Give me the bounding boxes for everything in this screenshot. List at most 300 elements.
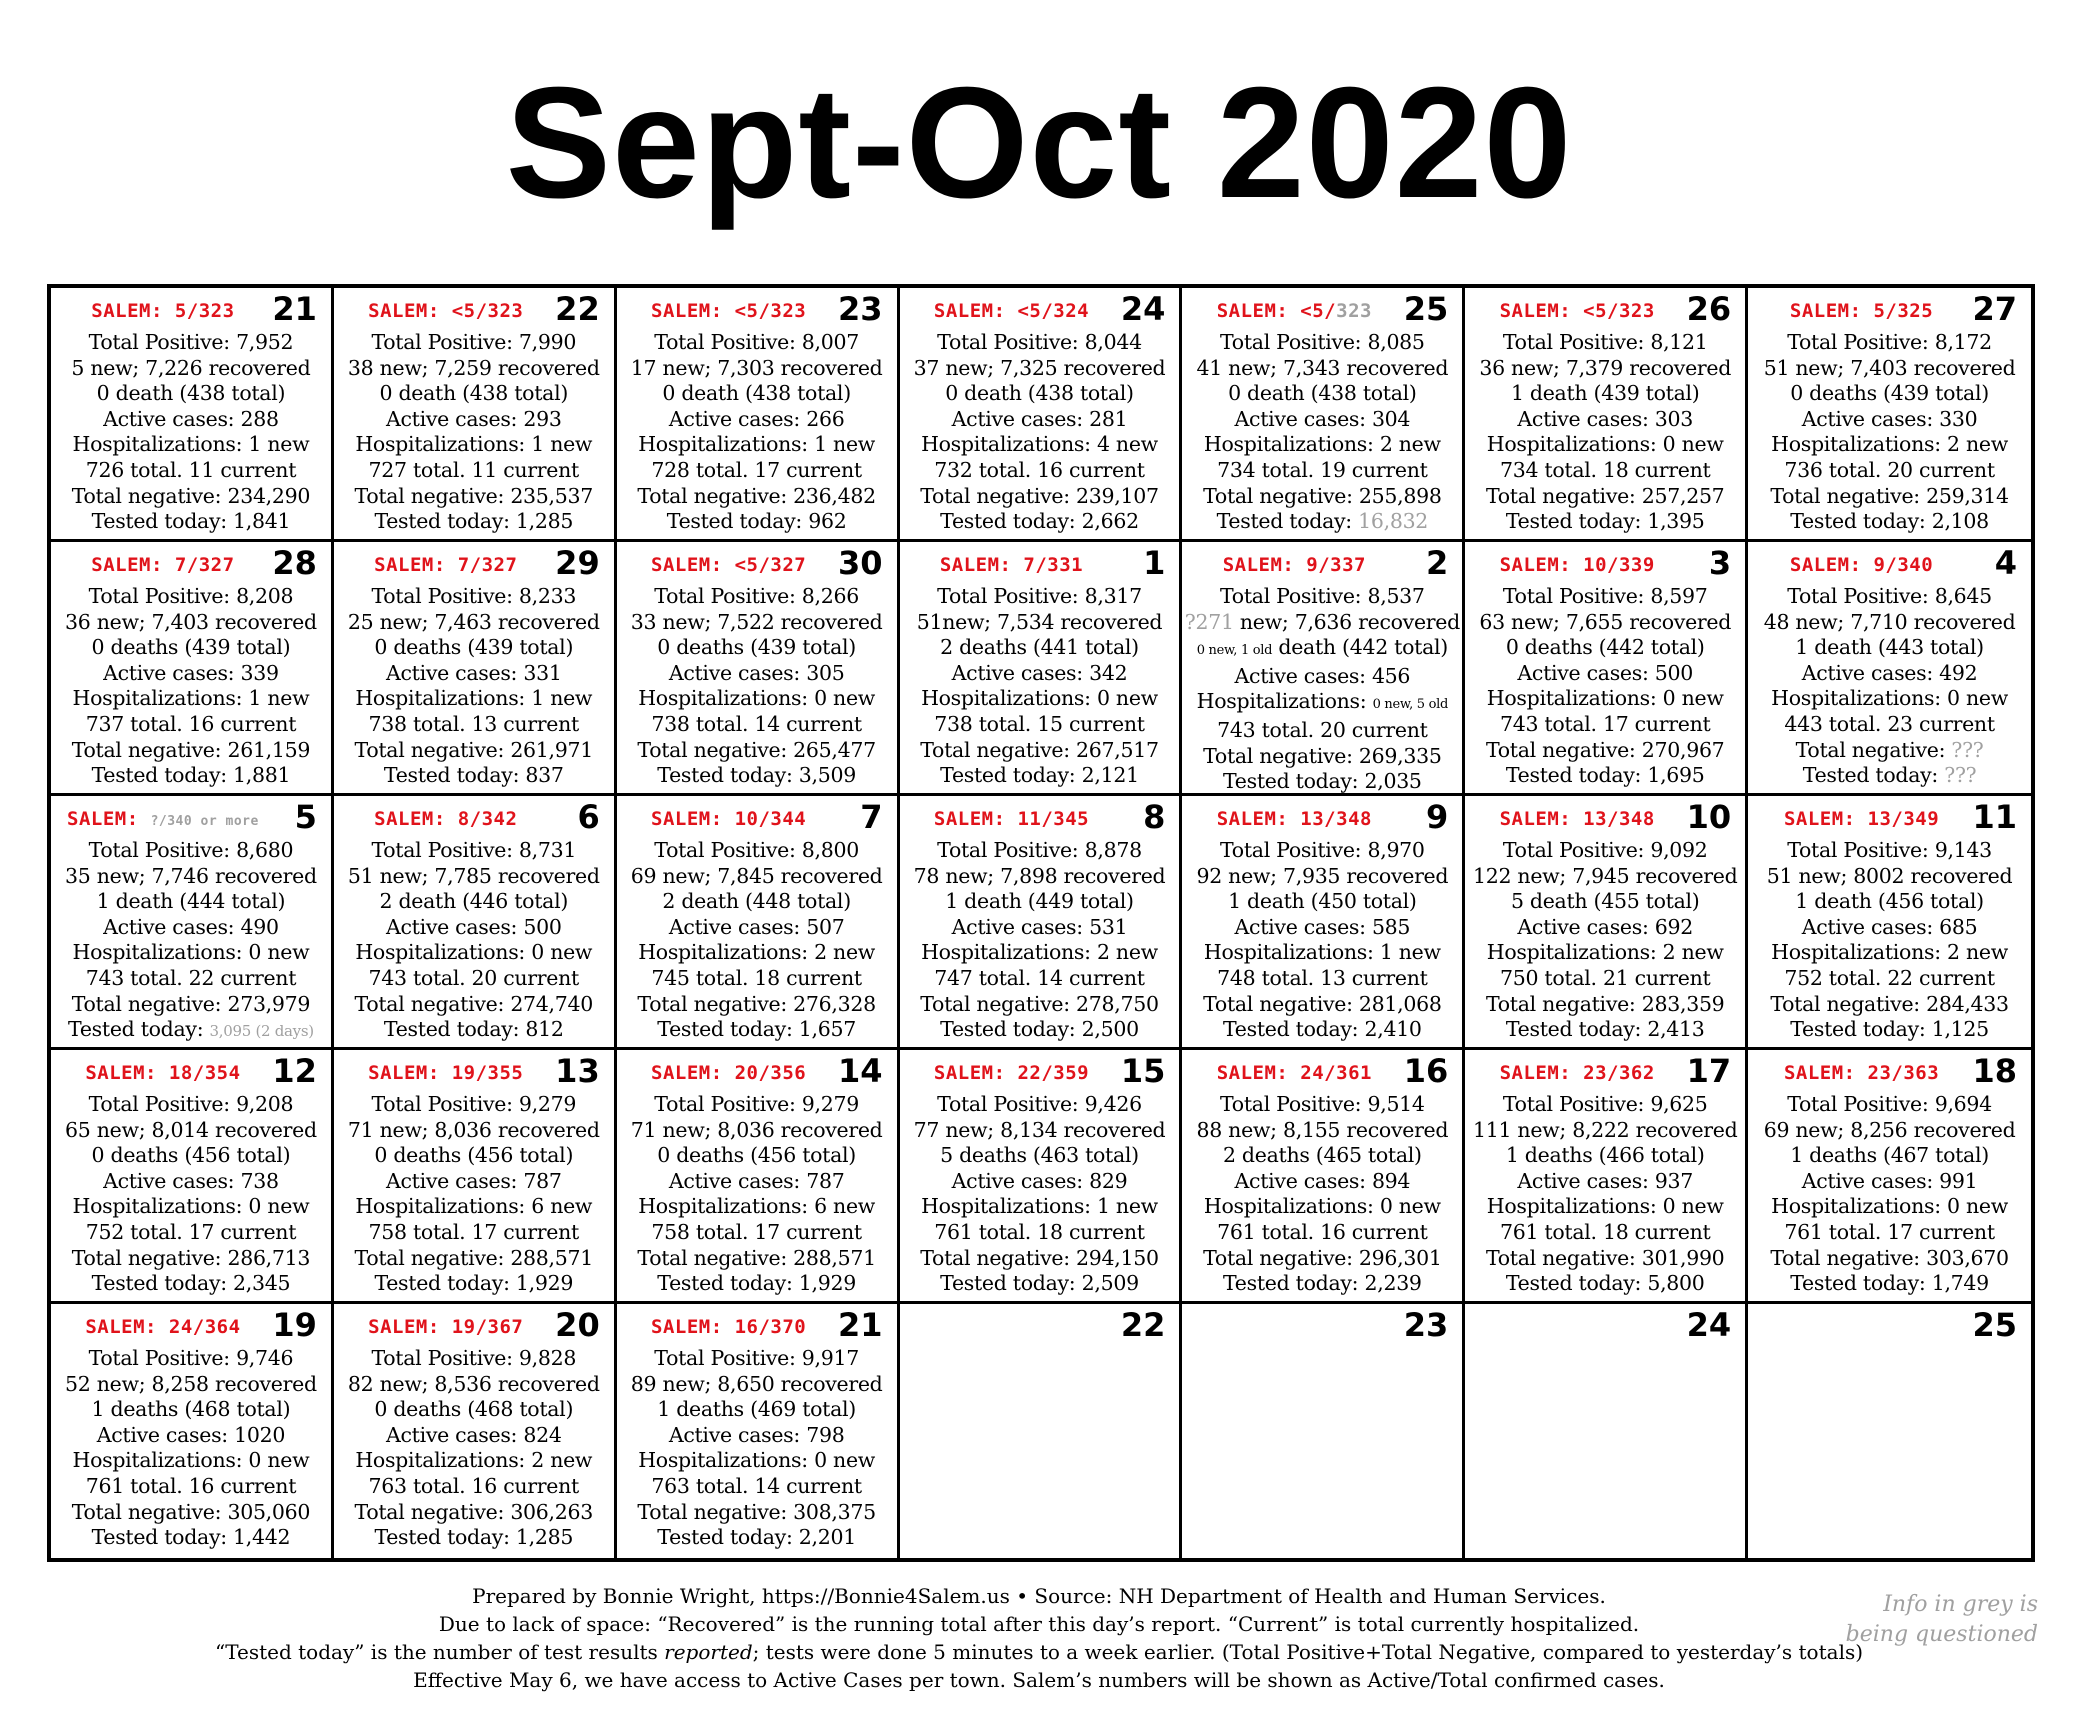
day-number: 28 [272,544,317,582]
stat-line [1465,1194,1745,1220]
stat-line [1182,1143,1462,1169]
stat-line [51,584,331,610]
stat-text: Total Positive: 9,917 [654,1346,859,1370]
stat-line [51,1220,331,1246]
day-cell [1182,288,1465,542]
stat-text: Tested today: 1,442 [91,1525,291,1550]
stat-line [1182,889,1462,915]
stat-line [51,1346,331,1372]
stat-text: Hospitalizations: 0 new [638,1448,876,1473]
stat-text: Total Positive: 8,085 [1220,330,1425,354]
stat-line [1182,432,1462,458]
stat-line [617,1194,897,1220]
day-cell-header [334,1304,614,1346]
stat-text: 2 deaths (441 total) [940,635,1139,660]
day-number: 18 [1972,1052,2017,1090]
day-number: 24 [1120,290,1166,328]
stat-line [334,1448,614,1474]
stat-text: Total Positive: 9,514 [1220,1092,1425,1116]
stat-text: 1 death (439 total) [1510,381,1700,406]
stat-text: Total negative: 303,670 [1770,1245,2009,1270]
day-number: 23 [838,290,883,328]
stat-line [1748,966,2031,992]
salem-cases-text: SALEM: 8/342 [374,808,518,830]
salem-cases [51,1316,275,1338]
salem-cases [900,1062,1124,1084]
salem-cases-text: SALEM: 5/325 [1789,300,1934,322]
stat-line [1748,1118,2031,1144]
day-cell [900,1050,1183,1304]
stat-text: Hospitalizations: 0 new [638,686,876,711]
salem-cases-text: SALEM: 16/370 [651,1316,807,1338]
stat-questioned: 16,832 [1358,509,1429,534]
stat-text: 752 total. 22 current [1784,965,1995,990]
stat-text: Total negative: 274,740 [354,991,593,1016]
stat-line [617,407,897,433]
stat-line [617,1092,897,1118]
stat-text: Total Positive: 8,266 [654,584,859,608]
stat-line [1465,1017,1745,1043]
stat-text: 77 new; 8,134 recovered [913,1117,1166,1142]
stat-text: 0 deaths (468 total) [374,1397,574,1422]
day-cell-header [617,542,897,584]
stat-text: 758 total. 17 current [651,1219,862,1244]
stat-text: Total negative: 255,898 [1203,483,1442,508]
stat-line [617,738,897,764]
stat-text: 33 new; 7,522 recovered [630,609,883,634]
stat-text: 25 new; 7,463 recovered [347,609,600,634]
stat-text: Active cases: 894 [1234,1168,1411,1193]
day-cell [617,796,900,1050]
stat-line [1465,992,1745,1018]
stat-line [900,1220,1180,1246]
stat-line [1465,864,1745,890]
stat-line [617,992,897,1018]
stat-line [617,1169,897,1195]
day-number: 30 [838,544,883,582]
stat-text: 69 new; 7,845 recovered [630,863,883,888]
stat-text: 65 new; 8,014 recovered [65,1117,317,1142]
stat-text: Total Positive: 9,279 [654,1092,859,1116]
stat-line [1748,915,2031,941]
stat-text: Active cases: 266 [668,406,845,431]
stat-line [1465,356,1745,382]
stat-text: Total negative: 236,482 [637,483,876,508]
stat-text: 0 deaths (439 total) [657,635,856,660]
stat-line [51,432,331,458]
stat-text: Hospitalizations: 0 new [1486,686,1724,711]
salem-cases-questioned: 323 [1336,300,1372,322]
stat-text: 738 total. 15 current [934,711,1145,736]
stat-line [617,356,897,382]
stat-text: Active cases: 824 [385,1422,562,1447]
day-number: 19 [272,1306,317,1344]
stat-line [334,381,614,407]
stat-text: 88 new; 8,155 recovered [1196,1117,1449,1142]
day-number: 9 [1426,798,1449,836]
salem-cases-text: SALEM: <5/327 [651,554,807,576]
stat-text: 37 new; 7,325 recovered [913,355,1166,380]
stat-text: Total Positive: 7,952 [88,330,294,354]
stat-text: Hospitalizations: 1 new [638,432,876,457]
stat-line [1465,838,1745,864]
stat-line [1182,1092,1462,1118]
day-cell-header [1182,288,1462,330]
stat-line [51,1372,331,1398]
salem-cases [51,300,275,322]
stat-text: 5 new; 7,226 recovered [71,355,311,380]
stat-text: 743 total. 22 current [85,965,297,990]
salem-cases-text: SALEM: 9/337 [1222,554,1366,576]
stat-text: Active cases: 738 [103,1168,279,1193]
stat-questioned: ??? [1951,737,1984,762]
stat-line [617,1423,897,1449]
stat-line [1748,889,2031,915]
stat-text: 748 total. 13 current [1217,965,1428,990]
stat-text: 69 new; 8,256 recovered [1763,1117,2016,1142]
stat-text: 71 new; 8,036 recovered [347,1117,600,1142]
stat-text: Tested today: 837 [383,763,564,788]
stat-line [334,635,614,661]
stat-line [51,610,331,636]
stat-text: 2 death (446 total) [379,889,569,914]
stat-text: Total negative: 239,107 [920,483,1159,508]
day-cell [51,288,334,542]
stat-line [51,1448,331,1474]
stat-text: Tested today: 2,121 [940,763,1139,788]
stat-text: Hospitalizations: 0 new [1486,432,1724,457]
stat-line: Total negative: 269,335 [1203,743,1442,768]
day-cell-header [900,288,1180,330]
stat-text: Tested today: 2,201 [657,1525,856,1550]
stat-text: 734 total. 18 current [1499,457,1711,482]
stat-line [900,509,1180,535]
stat-line [334,1372,614,1398]
stat-line [51,1397,331,1423]
stat-line [900,966,1180,992]
salem-cases-text: SALEM: <5/323 [651,300,807,322]
stat-line [51,1271,331,1297]
day-cell [334,288,617,542]
day-cell-header [1182,1304,1462,1346]
stat-text: Tested today: 962 [666,509,847,534]
stat-questioned: 3,095 (2 days) [209,1022,314,1041]
stat-text: Active cases: 798 [668,1422,845,1447]
stat-line [334,610,614,636]
stat-line [334,432,614,458]
day-number: 25 [1972,1306,2017,1344]
stat-text: Total Positive: 8,878 [937,838,1142,862]
stat-line [1748,407,2031,433]
salem-cases [334,1316,558,1338]
stat-text: Active cases: 991 [1801,1168,1978,1193]
day-number: 21 [838,1306,883,1344]
stat-line [334,1525,614,1551]
salem-cases-questioned: ?/340 or more [150,814,259,829]
salem-cases-text: SALEM: 13/348 [1216,808,1372,830]
stat-line [617,1525,897,1551]
day-number: 10 [1686,798,1732,836]
footer-note-tested-em: reported [664,1640,753,1664]
stat-text: Total Positive: 8,800 [654,838,859,862]
stat-line: Tested today: 2,035 [1223,769,1422,794]
salem-cases-text: SALEM: 13/349 [1783,808,1940,830]
salem-cases [51,554,275,576]
stat-text: Tested today: 812 [383,1017,564,1042]
stat-line [617,661,897,687]
grey-info-note-line: being questioned [1845,1622,2038,1647]
stat-line [900,864,1180,890]
stat-text: 89 new; 8,650 recovered [630,1371,883,1396]
salem-cases [334,554,558,576]
stat-line [900,484,1180,510]
stat-line [1465,915,1745,941]
day-cell [900,1304,1183,1558]
stat-text: 747 total. 14 current [934,965,1145,990]
stat-line [1748,509,2031,535]
salem-cases-text: SALEM: 13/348 [1499,808,1655,830]
day-number: 21 [272,290,317,328]
salem-cases [1182,300,1406,322]
stat-text: Hospitalizations: 2 new [355,1448,593,1473]
stat-line [617,1017,897,1043]
stat-text: Active cases: 331 [385,660,562,685]
stat-text: 763 total. 16 current [368,1473,579,1498]
stat-line [900,330,1180,356]
stat-text: Tested today: 1,929 [374,1271,574,1296]
stat-text: 0 deaths (456 total) [91,1143,291,1168]
salem-cases [617,808,841,830]
stat-text: 761 total. 16 current [1217,1219,1428,1244]
stat-text: Tested today: 2,239 [1223,1271,1422,1296]
stat-line [1465,458,1745,484]
day-cell-header [1182,796,1462,838]
salem-cases [1465,300,1689,322]
stat-text: 0 deaths (439 total) [374,635,574,660]
salem-cases-text: SALEM: 7/331 [939,554,1084,576]
stat-text: Total Positive: 9,746 [88,1346,294,1370]
stat-line [900,1246,1180,1272]
stat-line [617,864,897,890]
stat-line [334,712,614,738]
salem-cases-text: SALEM: 22/359 [933,1062,1090,1084]
stat-text: 0 deaths (456 total) [657,1143,856,1168]
grey-info-note [1846,1590,2038,1650]
stat-line [617,838,897,864]
stat-line [51,1169,331,1195]
stat-text: Active cases: 303 [1517,406,1694,431]
day-cell [1465,288,1748,542]
day-cell [1748,542,2031,796]
salem-cases [617,1316,841,1338]
salem-cases-text: SALEM: 10/344 [651,808,807,830]
stat-text: 738 total. 14 current [651,711,862,736]
stat-line [900,712,1180,738]
stat-text: Total Positive: 8,121 [1502,330,1708,354]
salem-cases [1748,808,1975,830]
stat-line [334,1271,614,1297]
stat-line [1182,610,1462,636]
stat-text: Active cases: 787 [385,1168,562,1193]
stat-line [334,966,614,992]
stat-line [1465,432,1745,458]
stat-line [900,686,1180,712]
stat-text: Active cases: 692 [1517,914,1694,939]
stat-text: 737 total. 16 current [85,711,297,736]
stat-line [900,738,1180,764]
day-cell [1748,1304,2031,1558]
stat-line [51,1500,331,1526]
stat-line [900,915,1180,941]
stat-line [334,738,614,764]
stat-line [1465,738,1745,764]
day-cell [1182,542,1465,796]
stat-line [617,915,897,941]
stat-text: Total negative: 288,571 [637,1245,876,1270]
stat-line [900,1118,1180,1144]
stat-text: Total Positive: 9,092 [1502,838,1708,862]
stat-line [51,940,331,966]
day-cell-header [1465,288,1745,330]
stat-line [51,484,331,510]
stat-line [334,838,614,864]
day-cell [617,1050,900,1304]
stat-text: Active cases: 829 [951,1168,1128,1193]
stat-text: Hospitalizations: 0 new [1771,686,2008,711]
stat-text: 5 death (455 total) [1510,889,1700,914]
stat-line [1182,1220,1462,1246]
stat-text: 17 new; 7,303 recovered [630,355,883,380]
stat-line [900,458,1180,484]
stat-line [51,966,331,992]
stat-line [1182,940,1462,966]
stat-text: 750 total. 21 current [1499,965,1711,990]
stat-line [617,1118,897,1144]
stat-line [900,1271,1180,1297]
stat-text: Hospitalizations: 4 new [921,432,1158,457]
stat-line [617,763,897,789]
stat-text: 0 death (438 total) [945,381,1134,406]
day-cell [1182,796,1465,1050]
stat-text: 51 new; 7,403 recovered [1763,355,2016,380]
day-cell [1748,288,2031,542]
stat-line [1465,509,1745,535]
day-number: 2 [1426,544,1449,582]
day-number: 16 [1403,1052,1449,1090]
stat-text: 51 new; 7,785 recovered [347,863,600,888]
stat-text: Total negative: 283,359 [1485,991,1725,1016]
salem-cases-text: SALEM: 23/363 [1783,1062,1940,1084]
stat-text: 726 total. 11 current [85,457,297,482]
stat-text: 1 deaths (469 total) [657,1397,856,1422]
stat-line [1465,635,1745,661]
day-cell-header [51,542,331,584]
day-cell-header [617,288,897,330]
day-cell-header [1465,1304,1745,1346]
salem-cases [617,300,841,322]
stat-text: 732 total. 16 current [934,457,1145,482]
stat-text: Active cases: 305 [668,660,845,685]
stat-text: Total negative: 296,301 [1203,1245,1442,1270]
stat-text: Tested today: 1,841 [91,509,291,534]
stat-line [1748,1246,2031,1272]
stat-text: Active cases: 288 [103,406,279,431]
stat-text: Total Positive: 9,694 [1787,1092,1992,1116]
stat-text: 727 total. 11 current [368,457,579,482]
stat-line [617,1397,897,1423]
salem-cases [617,1062,841,1084]
stat-line [1182,992,1462,1018]
stat-line [617,509,897,535]
day-cell-header [1182,1050,1462,1092]
stat-line [1182,407,1462,433]
footer-note-recovered: Due to lack of space: “Recovered” is the running total after this day’s report. “Current” is total currently hospitalized. [438,1612,1640,1636]
stat-line [1182,1118,1462,1144]
salem-cases-text: SALEM: 19/355 [368,1062,524,1084]
day-number: 4 [1994,544,2017,582]
stat-line [1748,330,2031,356]
stat-text: Tested today: 1,695 [1505,763,1705,788]
stat-text: Tested today: 1,125 [1790,1017,1989,1042]
stat-line [51,738,331,764]
stat-line [1465,330,1745,356]
stat-line [1465,686,1745,712]
stat-text: Hospitalizations: 0 new [355,940,593,965]
stat-line [1748,738,2031,764]
salem-cases-text: SALEM: <5/323 [1499,300,1655,322]
stat-text: Hospitalizations: 2 new [1203,432,1441,457]
stat-text: Hospitalizations: 1 new [72,432,310,457]
stat-small-text: 0 new, 5 old [1372,697,1449,713]
footer-note-tested-b: ; tests were done 5 minutes to a week earlier. (Total Positive+Total Negative, compared to yesterday’s totals) [752,1640,1864,1664]
salem-cases-text: SALEM: <5/324 [933,300,1090,322]
stat-text: Active cases: 342 [951,660,1128,685]
stat-line [617,381,897,407]
day-number: 22 [555,290,600,328]
stat-line [51,458,331,484]
day-cell-header [900,1050,1180,1092]
stat-line [1182,381,1462,407]
stat-line [51,864,331,890]
stat-text: 1 death (449 total) [945,889,1134,914]
stat-text: 111 new; 8,222 recovered [1472,1117,1738,1142]
day-number: 26 [1686,290,1732,328]
day-cell [334,1304,617,1558]
stat-text: Total Positive: 9,208 [88,1092,294,1116]
stat-line [617,1474,897,1500]
stat-text: 728 total. 17 current [651,457,862,482]
stat-text: Total negative: [1795,737,1952,762]
stat-line [617,432,897,458]
stat-text: Hospitalizations: 2 new [1486,940,1724,965]
footer-credit: Prepared by Bonnie Wright, https://Bonnie4Salem.us • Source: NH Department of Health and Human Services. [472,1584,1606,1608]
day-cell [334,796,617,1050]
stat-text: Total Positive: 7,990 [371,330,577,354]
stat-text: Total Positive: 9,828 [371,1346,577,1370]
stat-line [617,1346,897,1372]
stat-line [617,584,897,610]
stat-text: 743 total. 17 current [1499,711,1711,736]
stat-text: Total negative: 306,263 [354,1499,593,1524]
stat-text: 0 death (438 total) [1228,381,1417,406]
stat-line [1748,610,2031,636]
stat-line [1182,356,1462,382]
stat-text: 761 total. 18 current [1499,1219,1711,1244]
stat-line [1465,1118,1745,1144]
stat-line [1182,330,1462,356]
stat-text: 1 death (450 total) [1228,889,1417,914]
stat-text: Total Positive: 9,279 [371,1092,577,1116]
